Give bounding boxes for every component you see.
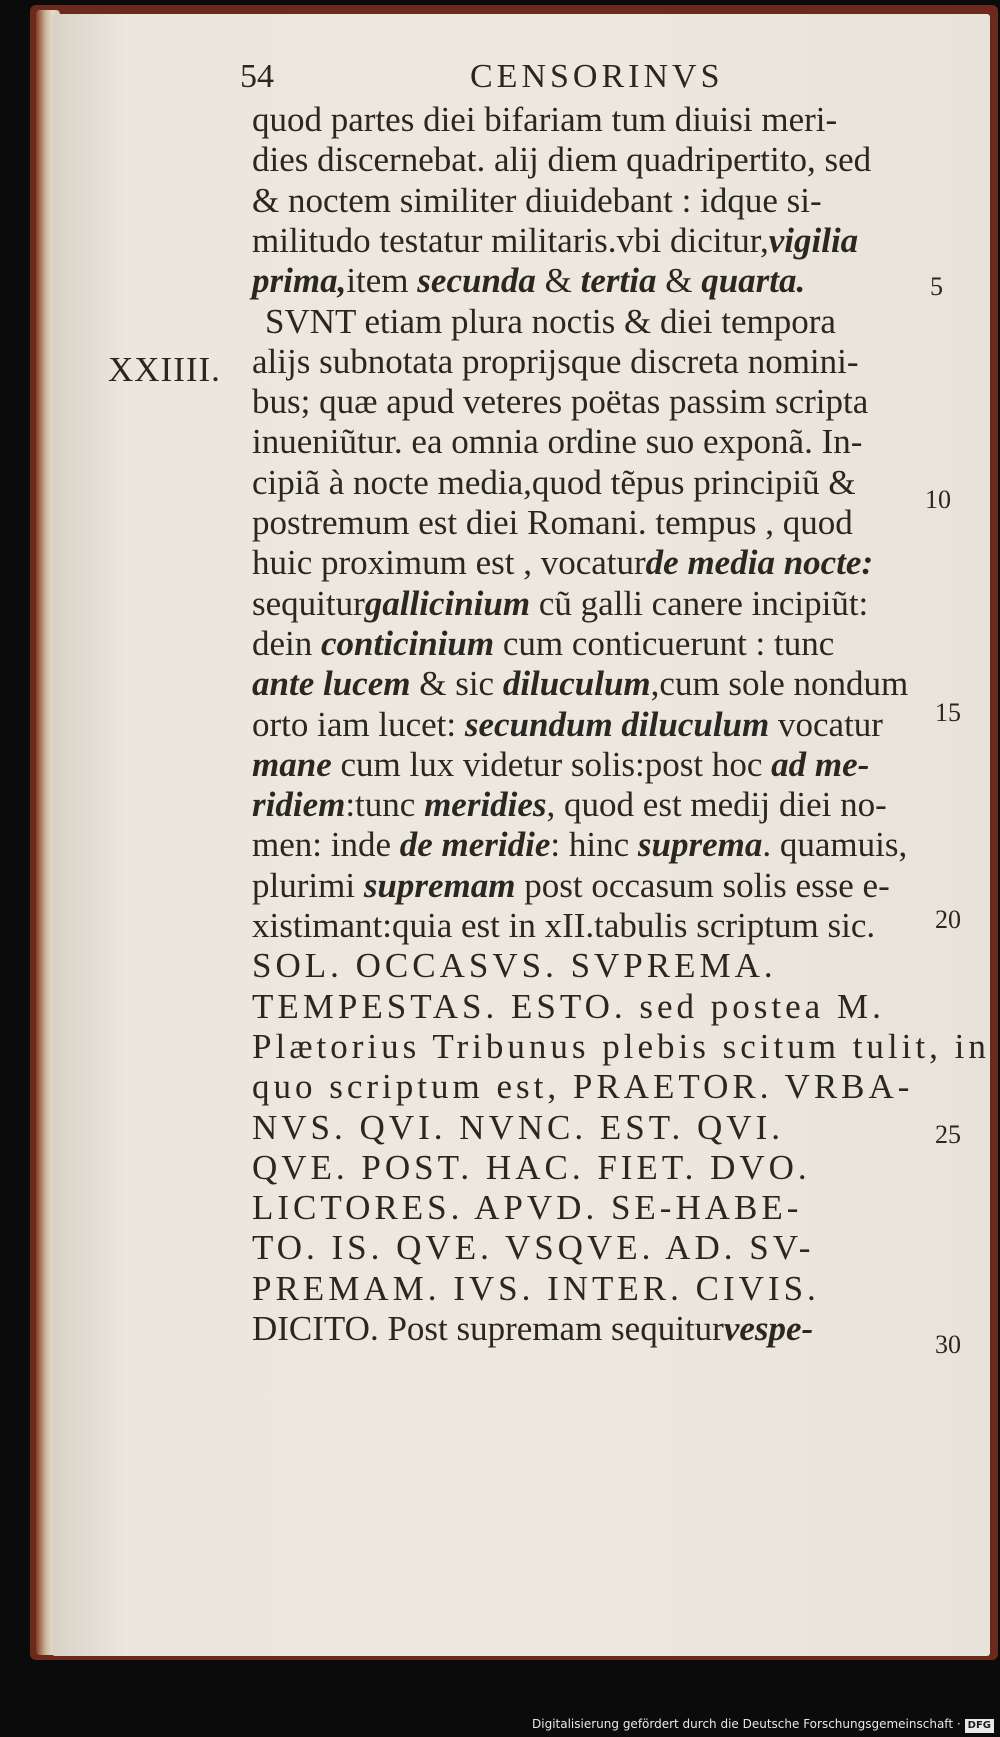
text-line <box>265 302 925 342</box>
text-run: inueniũtur. ea omnia ordine suo exponã. In- <box>252 422 863 462</box>
text-run: men: inde <box>252 825 400 865</box>
text-run: quod partes diei bifariam tum diuisi meri- <box>252 100 838 139</box>
italic-term: de meridie <box>399 825 551 865</box>
text-line <box>252 1269 912 1309</box>
text-run: cipiã à nocte media,quod tẽpus principiũ & <box>252 462 856 502</box>
italic-term: ante lucem <box>252 664 411 704</box>
italic-term: mane <box>252 744 332 784</box>
text-run: :tunc <box>345 785 425 825</box>
italic-term: vigilia <box>768 220 859 260</box>
italic-term: prima, <box>252 261 347 301</box>
text-line <box>252 503 912 543</box>
text-run: QVE. POST. HAC. FIET. DVO. <box>252 1147 811 1187</box>
text-run: xistimant:quia est in xII.tabulis scriptum sic. <box>252 906 876 945</box>
italic-term: vespe- <box>723 1309 814 1348</box>
text-line <box>252 181 912 221</box>
text-run: SVNT etiam plura noctis & diei tempora <box>265 301 836 341</box>
text-line <box>252 221 912 261</box>
text-run: & <box>656 261 702 301</box>
italic-term: ridiem <box>252 785 346 825</box>
text-run: sequitur <box>252 583 365 623</box>
chapter-number: XXIIII. <box>108 350 221 389</box>
text-run: NVS. QVI. NVNC. EST. QVI. <box>252 1107 784 1147</box>
text-run: postremum est diei Romani. tempus , quod <box>252 503 853 542</box>
line-number-25: 25 <box>935 1120 961 1149</box>
text-line <box>252 584 912 624</box>
text-run: LICTORES. APVD. SE-HABE- <box>252 1188 803 1228</box>
italic-term: conticinium <box>321 623 495 663</box>
text-run: militudo testatur militaris.vbi dicitur, <box>252 220 769 260</box>
text-run: quo scriptum est, PRAETOR. VRBA- <box>252 1067 914 1107</box>
text-line <box>252 664 912 704</box>
text-run: PREMAM. IVS. INTER. CIVIS. <box>252 1268 820 1308</box>
line-number-5: 5 <box>930 272 943 301</box>
text-run: Plætorius Tribunus plebis scitum tulit, in <box>252 1026 990 1066</box>
text-line <box>252 906 912 946</box>
text-run: vocatur <box>769 704 883 744</box>
italic-term: secundum diluculum <box>464 704 770 744</box>
text-line <box>252 100 912 140</box>
text-run: . quamuis, <box>762 825 908 865</box>
text-run: orto iam lucet: <box>252 704 465 744</box>
text-line <box>252 1188 912 1228</box>
text-line <box>252 705 912 745</box>
line-number-30: 30 <box>935 1330 961 1359</box>
text-line <box>252 382 912 422</box>
italic-term: gallicinium <box>364 583 531 623</box>
footer-text: Digitalisierung gefördert durch die Deutsche Forschungsgemeinschaft · <box>532 1717 961 1731</box>
text-run: cum conticuerunt : tunc <box>494 623 835 663</box>
text-line <box>252 987 912 1027</box>
text-line <box>252 1148 912 1188</box>
italic-term: diluculum <box>502 664 651 704</box>
text-run: dein <box>252 623 322 663</box>
text-line <box>252 1067 912 1107</box>
text-line <box>252 1108 912 1148</box>
text-run: alijs subnotata proprijsque discreta nomini- <box>252 341 859 381</box>
text-run: & <box>535 261 581 301</box>
line-number-15: 15 <box>935 698 961 727</box>
text-line <box>252 422 912 462</box>
text-run: : hinc <box>550 825 638 865</box>
text-run: , quod est medij diei no- <box>546 785 887 825</box>
text-line <box>252 543 912 583</box>
text-line <box>252 745 912 785</box>
text-line <box>252 785 912 825</box>
text-run: TEMPESTAS. ESTO. sed postea M. <box>252 986 885 1026</box>
italic-term: suprema <box>637 825 763 865</box>
text-line <box>252 866 912 906</box>
text-run: TO. IS. QVE. VSQVE. AD. SV- <box>252 1228 815 1268</box>
line-number-10: 10 <box>925 485 951 514</box>
dfg-logo: DFG <box>965 1719 994 1733</box>
running-head: CENSORINVS <box>470 58 724 95</box>
italic-term: ad me- <box>771 744 870 784</box>
text-run: & sic <box>410 664 503 704</box>
line-number-20: 20 <box>935 905 961 934</box>
text-line <box>252 463 912 503</box>
text-run: cum lux videtur solis:post hoc <box>331 744 772 784</box>
italic-term: meridies <box>424 785 547 825</box>
text-run: bus; quæ apud veteres poëtas passim scripta <box>252 382 869 422</box>
text-run: DICITO. Post supremam sequitur <box>252 1309 724 1348</box>
digitization-footer <box>0 1712 1000 1737</box>
text-line <box>252 342 912 382</box>
text-run: huic proximum est , vocatur <box>252 543 646 583</box>
text-run: post occasum solis esse e- <box>515 865 890 905</box>
page-number: 54 <box>240 58 274 95</box>
text-run: SOL. OCCASVS. SVPREMA. <box>252 946 777 986</box>
italic-term: quarta. <box>701 261 806 301</box>
text-run: item <box>346 261 418 301</box>
text-run: ,cum sole nondum <box>650 664 909 704</box>
text-line <box>252 261 912 301</box>
text-line <box>252 946 912 986</box>
text-line <box>252 825 912 865</box>
text-run: cũ galli canere incipiũt: <box>530 583 869 623</box>
italic-term: secunda <box>417 261 536 301</box>
text-line <box>252 1309 912 1349</box>
italic-term: supremam <box>363 865 516 905</box>
text-line <box>252 1026 990 1067</box>
text-line <box>252 624 912 664</box>
text-run: dies discernebat. alij diem quadripertito, sed <box>252 140 872 180</box>
text-line <box>252 1228 912 1268</box>
text-run: & noctem similiter diuidebant : idque si- <box>252 180 822 220</box>
text-run: plurimi <box>252 865 364 905</box>
italic-term: de media nocte: <box>645 543 874 583</box>
italic-term: tertia <box>580 261 657 301</box>
text-line <box>252 140 912 180</box>
